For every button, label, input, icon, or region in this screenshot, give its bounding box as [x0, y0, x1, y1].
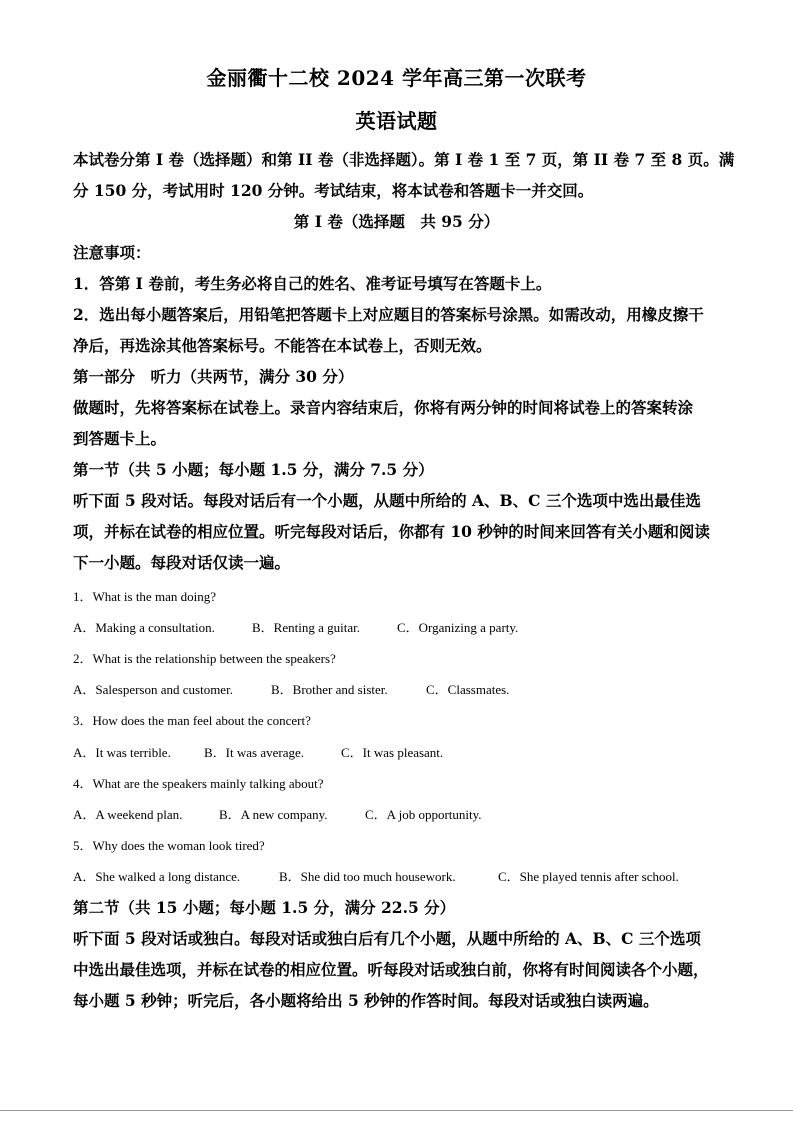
- section-1-instruction-line-1: 听下面 5 段对话。每段对话后有一个小题，从题中所给的 A、B、C 三个选项中选出最佳选: [73, 491, 701, 510]
- question-stem: 3．How does the man feel about the concert?: [73, 713, 311, 728]
- option-b: B．It was average.: [204, 745, 304, 760]
- option-c: C．Classmates.: [426, 682, 510, 697]
- intro-line-1: 本试卷分第 I 卷（选择题）和第 II 卷（非选择题）。第 I 卷 1 至 7 页，第 II 卷 7 至 8 页。满: [73, 150, 735, 169]
- question-stem: 5．Why does the woman look tired?: [73, 838, 265, 853]
- question-stem: 4．What are the speakers mainly talking about?: [73, 776, 324, 791]
- section-2-instruction-line-3: 每小题 5 秒钟；听完后，各小题将给出 5 秒钟的作答时间。每段对话或独白读两遍。: [73, 991, 659, 1010]
- section-2-instruction-line-1: 听下面 5 段对话或独白。每段对话或独白后有几个小题，从题中所给的 A、B、C 三个选项: [73, 929, 701, 948]
- exam-subtitle: 英语试题: [355, 109, 438, 133]
- option-a: A．She walked a long distance.: [73, 869, 241, 884]
- page-bottom-rule: [0, 1110, 793, 1111]
- section-1-heading: 第一节（共 5 小题；每小题 1.5 分，满分 7.5 分）: [73, 460, 434, 479]
- option-a: A．Salesperson and customer.: [73, 682, 233, 697]
- volume-1-title: 第 I 卷（选择题 共 95 分）: [293, 212, 500, 231]
- option-c: C．Organizing a party.: [397, 620, 519, 635]
- option-a: A．It was terrible.: [73, 745, 171, 760]
- option-a: A．A weekend plan.: [73, 807, 183, 822]
- option-b: B．She did too much housework.: [279, 869, 456, 884]
- intro-line-2: 分 150 分，考试用时 120 分钟。考试结束，将本试卷和答题卡一并交回。: [73, 181, 594, 200]
- notes-heading: 注意事项：: [73, 243, 151, 262]
- section-1-instruction-line-2: 项，并标在试卷的相应位置。听完每段对话后，你都有 10 秒钟的时间来回答有关小题和阅读: [73, 522, 710, 541]
- notes-item-1: 1．答第 I 卷前，考生务必将自己的姓名、准考证号填写在答题卡上。: [73, 274, 552, 293]
- question-stem: 1．What is the man doing?: [73, 589, 216, 604]
- section-1-instruction-line-3: 下一小题。每段对话仅读一遍。: [73, 553, 291, 572]
- option-b: B．A new company.: [219, 807, 328, 822]
- question-stem: 2．What is the relationship between the speakers?: [73, 651, 336, 666]
- option-a: A．Making a consultation.: [73, 620, 215, 635]
- option-c: C．She played tennis after school.: [498, 869, 679, 884]
- option-b: B．Brother and sister.: [271, 682, 388, 697]
- option-b: B．Renting a guitar.: [252, 620, 360, 635]
- section-2-instruction-line-2: 中选出最佳选项，并标在试卷的相应位置。听每段对话或独白前，你将有时间阅读各个小题，: [73, 960, 709, 979]
- part-1-heading: 第一部分 听力（共两节，满分 30 分）: [73, 367, 354, 386]
- notes-item-2-line-1: 2．选出每小题答案后，用铅笔把答题卡上对应题目的答案标号涂黑。如需改动，用橡皮擦干: [73, 305, 704, 324]
- exam-title: 金丽衢十二校 2024 学年高三第一次联考: [206, 66, 587, 90]
- notes-item-2-line-2: 净后，再选涂其他答案标号。不能答在本试卷上，否则无效。: [73, 336, 492, 355]
- option-c: C．A job opportunity.: [365, 807, 482, 822]
- part-1-instruction-line-2: 到答题卡上。: [73, 429, 167, 448]
- section-2-heading: 第二节（共 15 小题；每小题 1.5 分，满分 22.5 分）: [73, 898, 456, 917]
- part-1-instruction-line-1: 做题时，先将答案标在试卷上。录音内容结束后，你将有两分钟的时间将试卷上的答案转涂: [73, 398, 694, 417]
- option-c: C．It was pleasant.: [341, 745, 444, 760]
